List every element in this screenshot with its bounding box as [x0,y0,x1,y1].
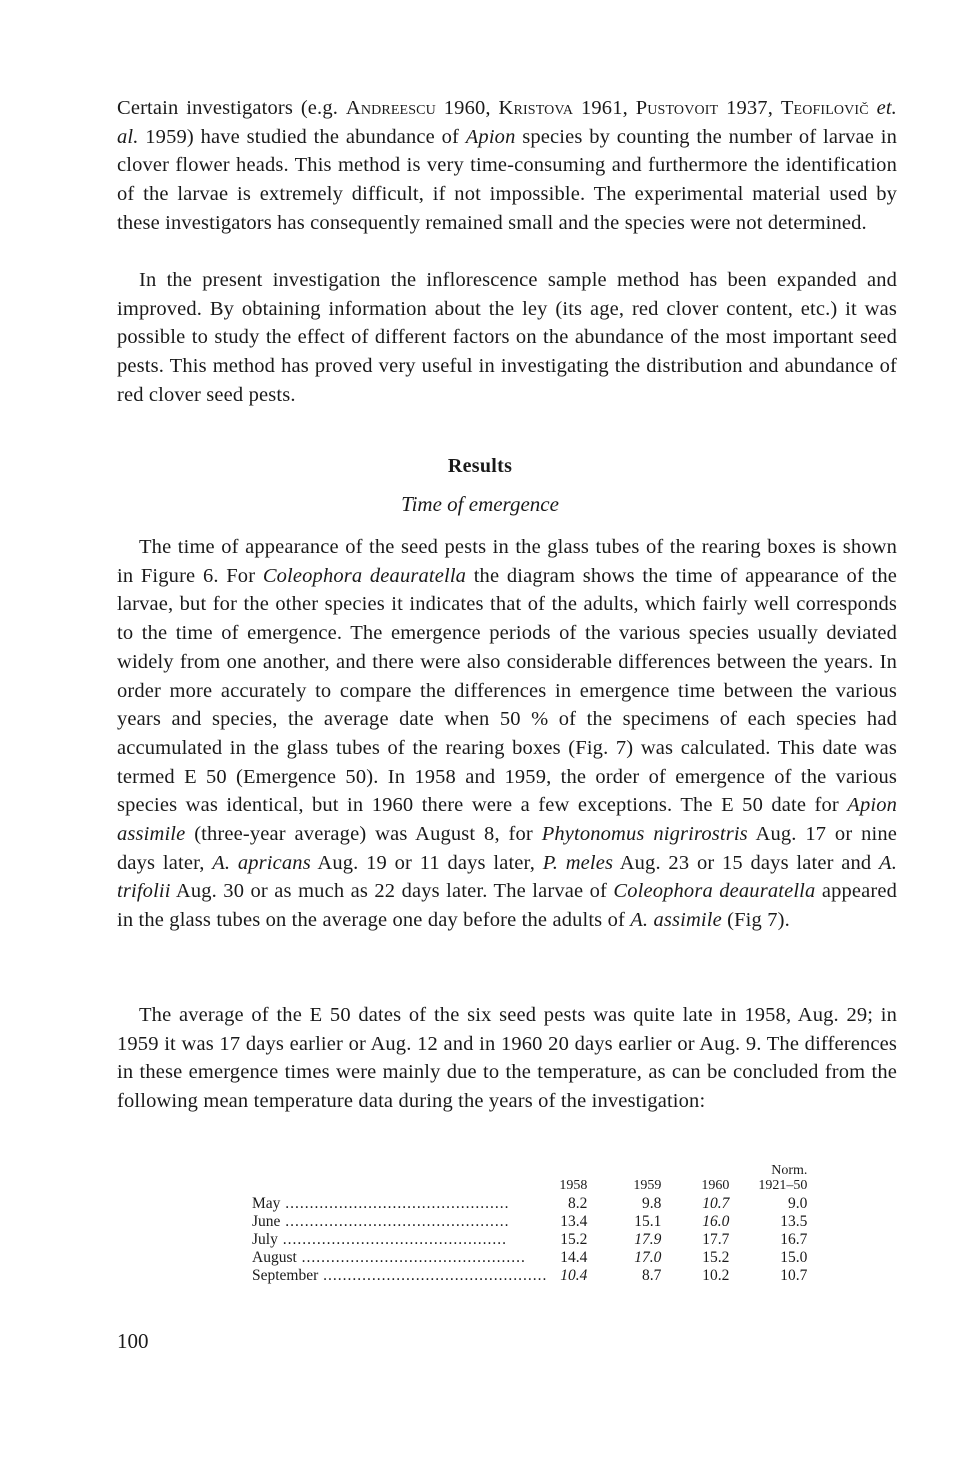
section-heading: Results [447,455,513,477]
value-cell: 15.2 [560,1231,588,1248]
header-month [252,1163,547,1195]
value-cell: 9.8 [642,1195,662,1212]
value-cell: 16.0 [702,1213,730,1230]
genus-name: Apion [465,125,516,148]
text-span: In the present investigation the inflorescence sample method has been expanded and improved. By obtaining information about the ley (its age, red clover content, etc.) it was possible to study the effect of different factors on the abundance of the most important seed pests. This method has proved very useful in investigating the distribution and abundance of red clover seed pests. [117,269,897,406]
species-name: Apion assimile [117,794,897,846]
text-span: 1961, [573,97,636,119]
text-span: (three-year average) was August 8, for [185,823,542,846]
text-span: the diagram shows the time of appearance of the larvae, but for the other species it indicates that of the adults, which fairly well corresponds to the time of emergence. The emergence periods of the various species usually deviated widely from one another, and there were also considerable differences between the years. In order more accurately to compare the differences in emergence time between the various years and species, the average date when 50 % of the specimens of each species had accumulated in the glass tubes of the rearing boxes (Fig. 7) was calculated. This date was termed E 50 (Emergence 50). In 1958 and 1959, the order of emergence of the various species was identical, but in 1960 there were a few exceptions. The E 50 date for [117,564,897,817]
value-cell: 8.7 [642,1267,662,1284]
value-cell: 10.7 [702,1195,730,1212]
et-al: et. al. [117,97,897,148]
text-span: Aug. 17 or nine days later, [117,823,897,874]
author-name: Kristova [498,97,574,119]
species-name: Coleophora deauratella [262,564,467,587]
text-span: 1960, [435,97,499,119]
text-span: appeared in the glass tubes on the average one day before the adults of [117,880,897,932]
paragraph-emergence [117,533,897,935]
value-cell: 17.0 [634,1249,662,1266]
species-name: Coleophora deauratella [613,880,816,903]
species-name: A. trifolii [117,851,897,903]
table-row [252,1195,807,1213]
paragraph-method [117,266,897,410]
value-cell: 13.5 [780,1213,808,1230]
value-cell: 16.7 [780,1231,808,1248]
text-span: (Fig 7). [721,909,790,932]
text-span: 1937, [718,97,781,119]
month-cell: August ..... [252,1249,547,1267]
text-span: species by counting the number of larvae in clover flower heads. This method is very time-consuming and furthermore the identification of the larvae is extremely difficult, if not impossible. The experimental material used by these investigators has consequently remained small and the species were not determined. [117,125,898,234]
value-cell: 17.7 [702,1231,730,1248]
header-1960: 1960 [701,1178,730,1193]
header-norm-period: 1921–50 [758,1178,808,1193]
page-number: 100 [117,1329,149,1353]
species-name: A. apricans [212,851,311,874]
paragraph-intro [117,94,897,238]
month-cell: July ..... [252,1231,547,1249]
month-cell: June ..... [252,1213,547,1231]
text-span: Aug. 30 or as much as 22 days later. The larvae of [170,880,614,903]
species-name: A. assimile [630,909,722,932]
value-cell: 14.4 [560,1249,588,1266]
value-cell: 10.2 [702,1267,730,1284]
table-row [252,1213,807,1231]
value-cell: 10.7 [780,1267,808,1284]
value-cell: 15.1 [634,1213,662,1230]
value-cell: 8.2 [568,1195,588,1212]
temperature-table [252,1163,807,1285]
value-cell: 17.9 [634,1231,662,1248]
header-norm [729,1163,807,1195]
value-cell: 10.4 [560,1267,588,1284]
text-span: 1959) have studied the abundance of [138,125,466,148]
header-norm-label: Norm. [771,1163,808,1178]
table-row [252,1267,807,1285]
text-span: Certain investigators (e.g. [117,97,346,119]
species-name: Phytonomus nigrirostris [541,823,748,846]
value-cell: 15.0 [780,1249,808,1266]
text-span: The time of appearance of the seed pests in the glass tubes of the rearing boxes is shown in Figure 6. For [117,536,897,587]
paragraph-temperature [117,1001,897,1116]
value-cell: 9.0 [788,1195,808,1212]
table-row [252,1249,807,1267]
text-span: The average of the E 50 dates of the six seed pests was quite late in 1958, Aug. 29; in 1959 it was 17 days earlier or Aug. 12 and in 1960 20 days earlier or Aug. 9. The differences in these emergence times were mainly due to the temperature, as can be concluded from the following mean temperature data during the years of the investigation: [117,1004,897,1113]
header-1959: 1959 [633,1178,662,1193]
author-name: Andreescu [345,97,436,119]
subsection-heading: Time of emergence [401,492,559,516]
species-name: P. meles [542,851,614,874]
author-name: Teofilovič [780,97,869,119]
table-header-row [252,1163,807,1195]
author-name: Pustovoit [635,97,719,119]
text-span: Aug. 23 or 15 days later and [613,851,880,874]
header-1958: 1958 [559,1178,588,1193]
text-span: Aug. 19 or 11 days later, [310,851,543,874]
value-cell: 15.2 [702,1249,730,1266]
month-cell: May ..... [252,1195,547,1213]
table-row [252,1231,807,1249]
value-cell: 13.4 [560,1213,588,1230]
month-cell: September ..... [252,1267,547,1285]
